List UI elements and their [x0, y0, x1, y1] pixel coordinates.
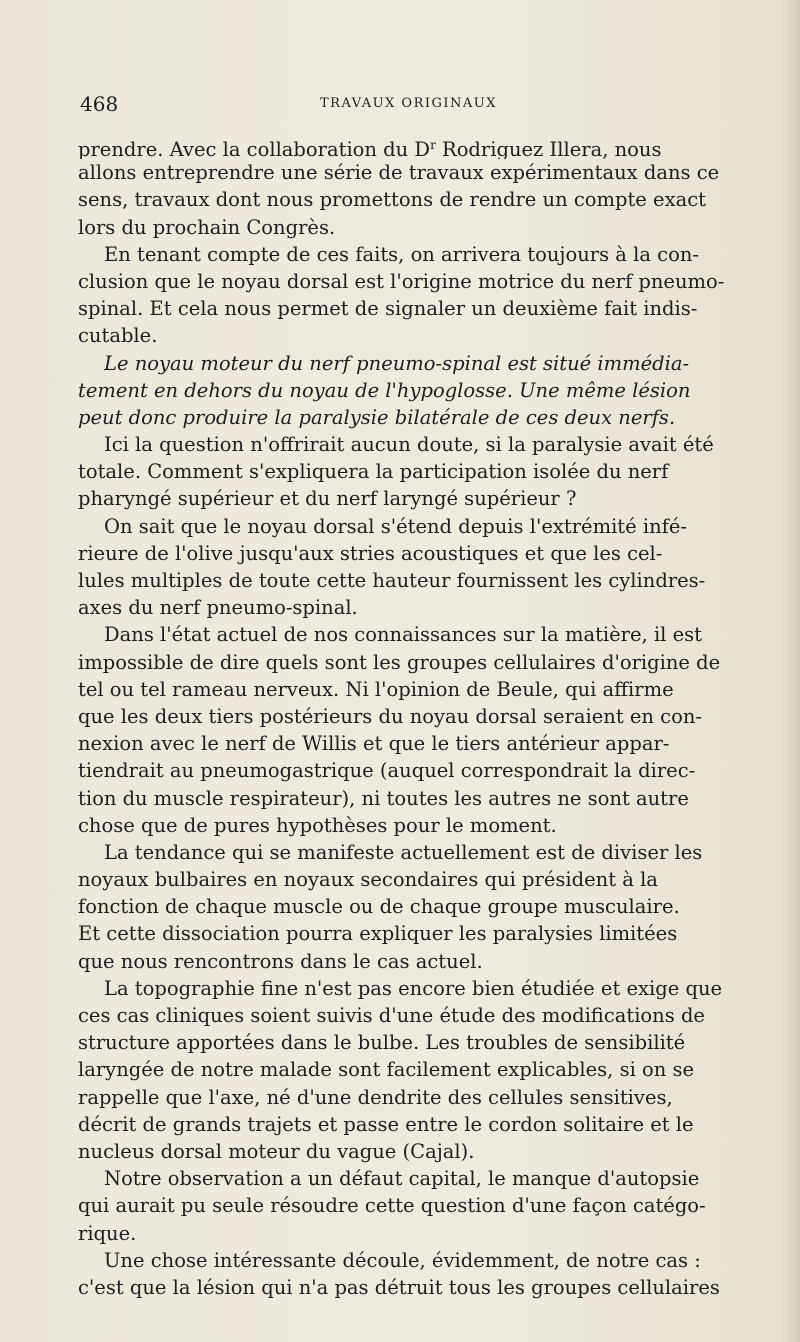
text-line: c'est que la lésion qui n'a pas détruit tous les groupes cellulaires	[78, 1275, 720, 1299]
text-line: allons entreprendre une série de travaux expérimentaux dans ce	[78, 161, 720, 185]
text-line: lules multiples de toute cette hauteur fournissent les cylindres-	[78, 569, 706, 592]
page-edge-shadow	[780, 0, 800, 1342]
text-line: nucleus dorsal moteur du vague (Cajal).	[78, 1139, 475, 1163]
text-line: ces cas cliniques soient suivis d'une étude des modifications de	[78, 1004, 705, 1027]
text-line: qui aurait pu seule résoudre cette question d'une façon catégo-	[78, 1194, 706, 1218]
page-header	[80, 92, 760, 116]
text-line: que les deux tiers postérieurs du noyau dorsal seraient en con-	[78, 704, 702, 728]
text-line: tion du muscle respirateur), ni toutes les autres ne sont autre	[78, 786, 689, 810]
text-line: nexion avec le nerf de Willis et que le tiers antérieur appar-	[78, 732, 670, 756]
text-line: pharyngé supérieur et du nerf laryngé supérieur ?	[78, 487, 577, 511]
text-line: spinal. Et cela nous permet de signaler un deuxième fait indis-	[78, 297, 698, 321]
text-line: noyaux bulbaires en noyaux secondaires qui président à la	[78, 868, 658, 892]
text-line: fonction de chaque muscle ou de chaque groupe musculaire.	[78, 895, 680, 919]
text-line: laryngée de notre malade sont facilement explicables, si on se	[78, 1058, 695, 1082]
text-line: Et cette dissociation pourra expliquer les paralysies limitées	[78, 922, 678, 946]
text-line: rieure de l'olive jusqu'aux stries acoustiques et que les cel-	[78, 541, 663, 565]
page-number: 468	[80, 92, 119, 116]
text-line: structure apportées dans le bulbe. Les troubles de sensibilité	[78, 1031, 686, 1055]
text-line: clusion que le noyau dorsal est l'origine motrice du nerf pneumo-	[78, 269, 725, 293]
text-line: Notre observation a un défaut capital, le manque d'autopsie	[104, 1167, 700, 1191]
text-line: rappelle que l'axe, né d'une dendrite des cellules sensitives,	[78, 1085, 673, 1109]
text-line: que nous rencontrons dans le cas actuel.	[78, 949, 483, 973]
italic-line: tement en dehors du noyau de l'hypoglosse. Une même lésion	[78, 378, 691, 402]
text-line: décrit de grands trajets et passe entre le cordon solitaire et le	[78, 1112, 694, 1136]
body-text	[78, 132, 758, 1301]
text-line: tiendrait au pneumogastrique (auquel correspondrait la direc-	[78, 759, 696, 783]
text-line: lors du prochain Congrès.	[78, 215, 336, 239]
text-line: axes du nerf pneumo-spinal.	[78, 596, 358, 620]
text-line: rique.	[78, 1221, 137, 1245]
text-line: Une chose intéressante découle, évidemment, de notre cas :	[104, 1248, 701, 1272]
running-title: TRAVAUX ORIGINAUX	[320, 96, 498, 111]
superscript: r	[430, 138, 436, 152]
text-line: La topographie fine n'est pas encore bien étudiée et exige que	[104, 976, 723, 1000]
text-line: impossible de dire quels sont les groupes cellulaires d'origine de	[78, 650, 721, 674]
text-line: prendre. Avec la collaboration du $D^r$ Rodriguez Illera, nous	[78, 138, 662, 160]
italic-line: peut donc produire la paralysie bilatérale de ces deux nerfs.	[78, 405, 676, 429]
text-line: totale. Comment s'expliquera la participation isolée du nerf	[78, 460, 669, 484]
text-line: chose que de pures hypothèses pour le moment.	[78, 813, 557, 837]
text-line: La tendance qui se manifeste actuellement est de diviser les	[104, 840, 703, 864]
text-line: sens, travaux dont nous promettons de rendre un compte exact	[78, 188, 706, 212]
text-line: tel ou tel rameau nerveux. Ni l'opinion de Beule, qui affirme	[78, 677, 674, 701]
text-line: On sait que le noyau dorsal s'étend depuis l'extrémité infé-	[104, 514, 688, 538]
text-line: cutable.	[78, 324, 158, 348]
text-line: En tenant compte de ces faits, on arrivera toujours à la con-	[104, 242, 699, 266]
italic-line: Le noyau moteur du nerf pneumo-spinal est situé immédia-	[104, 351, 690, 375]
text-line: Dans l'état actuel de nos connaissances sur la matière, il est	[104, 623, 702, 647]
text-line: Ici la question n'offrirait aucun doute, si la paralysie avait été	[104, 433, 714, 457]
